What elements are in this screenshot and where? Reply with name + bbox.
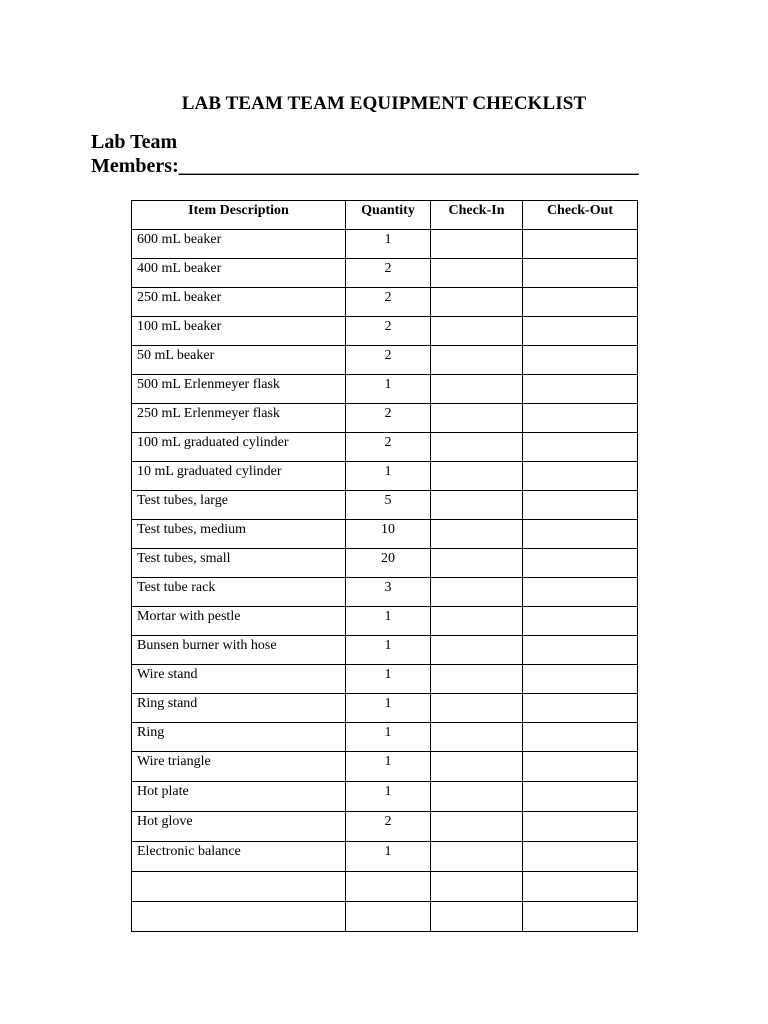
check-out-cell[interactable] — [523, 842, 638, 872]
quantity-cell — [346, 872, 431, 902]
check-out-cell[interactable] — [523, 288, 638, 317]
check-in-cell[interactable] — [431, 462, 523, 491]
check-out-cell[interactable] — [523, 346, 638, 375]
quantity-cell: 1 — [346, 782, 431, 812]
quantity-cell: 2 — [346, 404, 431, 433]
quantity-cell: 1 — [346, 607, 431, 636]
quantity-cell: 2 — [346, 346, 431, 375]
table-row — [132, 578, 638, 607]
item-description-cell: Ring — [132, 723, 346, 752]
check-in-cell[interactable] — [431, 375, 523, 404]
page-title: LAB TEAM TEAM EQUIPMENT CHECKLIST — [181, 93, 587, 114]
check-in-cell[interactable] — [431, 520, 523, 549]
table-row — [132, 404, 638, 433]
item-description-cell: 600 mL beaker — [132, 230, 346, 259]
check-in-cell[interactable] — [431, 902, 523, 932]
check-out-cell[interactable] — [523, 491, 638, 520]
quantity-cell: 1 — [346, 636, 431, 665]
table-row — [132, 694, 638, 723]
lab-team-members-field — [91, 130, 639, 178]
check-in-cell[interactable] — [431, 578, 523, 607]
check-out-cell[interactable] — [523, 607, 638, 636]
check-in-cell[interactable] — [431, 230, 523, 259]
item-description-cell: 100 mL graduated cylinder — [132, 433, 346, 462]
table-row — [132, 872, 638, 902]
item-description-cell: Test tubes, medium — [132, 520, 346, 549]
item-description-cell: Hot glove — [132, 812, 346, 842]
quantity-cell: 1 — [346, 694, 431, 723]
quantity-cell: 1 — [346, 842, 431, 872]
quantity-cell: 1 — [346, 723, 431, 752]
check-out-cell[interactable] — [523, 665, 638, 694]
table-row — [132, 752, 638, 782]
table-row — [132, 375, 638, 404]
table-row — [132, 230, 638, 259]
check-in-cell[interactable] — [431, 259, 523, 288]
item-description-cell: 50 mL beaker — [132, 346, 346, 375]
quantity-cell: 2 — [346, 433, 431, 462]
check-out-cell[interactable] — [523, 375, 638, 404]
check-in-cell[interactable] — [431, 782, 523, 812]
item-description-cell: Test tube rack — [132, 578, 346, 607]
table-row — [132, 665, 638, 694]
table-row — [132, 288, 638, 317]
item-description-cell: Electronic balance — [132, 842, 346, 872]
item-description-cell: 400 mL beaker — [132, 259, 346, 288]
table-header-row — [132, 201, 638, 230]
check-in-cell[interactable] — [431, 812, 523, 842]
check-out-cell[interactable] — [523, 902, 638, 932]
members-label-line-1: Lab Team — [91, 131, 178, 153]
item-description-cell: 250 mL Erlenmeyer flask — [132, 404, 346, 433]
header-check-in: Check-In — [431, 201, 523, 230]
table-row — [132, 433, 638, 462]
quantity-cell: 5 — [346, 491, 431, 520]
check-in-cell[interactable] — [431, 288, 523, 317]
table-row — [132, 607, 638, 636]
item-description-cell: Wire triangle — [132, 752, 346, 782]
check-out-cell[interactable] — [523, 259, 638, 288]
quantity-cell: 20 — [346, 549, 431, 578]
table-row — [132, 636, 638, 665]
check-out-cell[interactable] — [523, 812, 638, 842]
table-row — [132, 723, 638, 752]
check-in-cell[interactable] — [431, 752, 523, 782]
quantity-cell: 1 — [346, 230, 431, 259]
item-description-cell — [132, 872, 346, 902]
table-row — [132, 782, 638, 812]
table-row — [132, 317, 638, 346]
check-in-cell[interactable] — [431, 723, 523, 752]
table-row — [132, 902, 638, 932]
quantity-cell: 2 — [346, 812, 431, 842]
header-check-out: Check-Out — [523, 201, 638, 230]
table-row — [132, 462, 638, 491]
check-out-cell[interactable] — [523, 404, 638, 433]
quantity-cell: 1 — [346, 752, 431, 782]
check-out-cell[interactable] — [523, 782, 638, 812]
item-description-cell: Mortar with pestle — [132, 607, 346, 636]
item-description-cell: Bunsen burner with hose — [132, 636, 346, 665]
quantity-cell — [346, 902, 431, 932]
check-out-cell[interactable] — [523, 433, 638, 462]
check-in-cell[interactable] — [431, 346, 523, 375]
check-out-cell[interactable] — [523, 578, 638, 607]
check-in-cell[interactable] — [431, 842, 523, 872]
check-in-cell[interactable] — [431, 636, 523, 665]
check-in-cell[interactable] — [431, 549, 523, 578]
header-item-description: Item Description — [132, 201, 346, 230]
item-description-cell: Ring stand — [132, 694, 346, 723]
check-in-cell[interactable] — [431, 872, 523, 902]
table-body — [132, 230, 638, 932]
quantity-cell: 1 — [346, 462, 431, 491]
quantity-cell: 1 — [346, 375, 431, 404]
table-row — [132, 549, 638, 578]
item-description-cell: 100 mL beaker — [132, 317, 346, 346]
item-description-cell: Wire stand — [132, 665, 346, 694]
check-out-cell[interactable] — [523, 636, 638, 665]
table-row — [132, 520, 638, 549]
table-row — [132, 812, 638, 842]
check-in-cell[interactable] — [431, 433, 523, 462]
table-row — [132, 491, 638, 520]
check-in-cell[interactable] — [431, 607, 523, 636]
quantity-cell: 10 — [346, 520, 431, 549]
check-out-cell[interactable] — [523, 872, 638, 902]
item-description-cell: 10 mL graduated cylinder — [132, 462, 346, 491]
table-row — [132, 842, 638, 872]
check-out-cell[interactable] — [523, 230, 638, 259]
check-in-cell[interactable] — [431, 317, 523, 346]
check-out-cell[interactable] — [523, 317, 638, 346]
check-in-cell[interactable] — [431, 694, 523, 723]
members-label-line-2: Members:______________________________________________ — [91, 155, 639, 177]
header-quantity: Quantity — [346, 201, 431, 230]
quantity-cell: 2 — [346, 259, 431, 288]
item-description-cell: 250 mL beaker — [132, 288, 346, 317]
table-row — [132, 259, 638, 288]
item-description-cell: Test tubes, small — [132, 549, 346, 578]
check-in-cell[interactable] — [431, 491, 523, 520]
quantity-cell: 2 — [346, 288, 431, 317]
check-out-cell[interactable] — [523, 549, 638, 578]
check-out-cell[interactable] — [523, 462, 638, 491]
quantity-cell: 1 — [346, 665, 431, 694]
check-out-cell[interactable] — [523, 752, 638, 782]
item-description-cell: Test tubes, large — [132, 491, 346, 520]
check-out-cell[interactable] — [523, 723, 638, 752]
quantity-cell: 2 — [346, 317, 431, 346]
item-description-cell: 500 mL Erlenmeyer flask — [132, 375, 346, 404]
item-description-cell: Hot plate — [132, 782, 346, 812]
table-row — [132, 346, 638, 375]
check-out-cell[interactable] — [523, 694, 638, 723]
quantity-cell: 3 — [346, 578, 431, 607]
equipment-checklist-table — [131, 200, 638, 932]
check-out-cell[interactable] — [523, 520, 638, 549]
check-in-cell[interactable] — [431, 665, 523, 694]
item-description-cell — [132, 902, 346, 932]
check-in-cell[interactable] — [431, 404, 523, 433]
